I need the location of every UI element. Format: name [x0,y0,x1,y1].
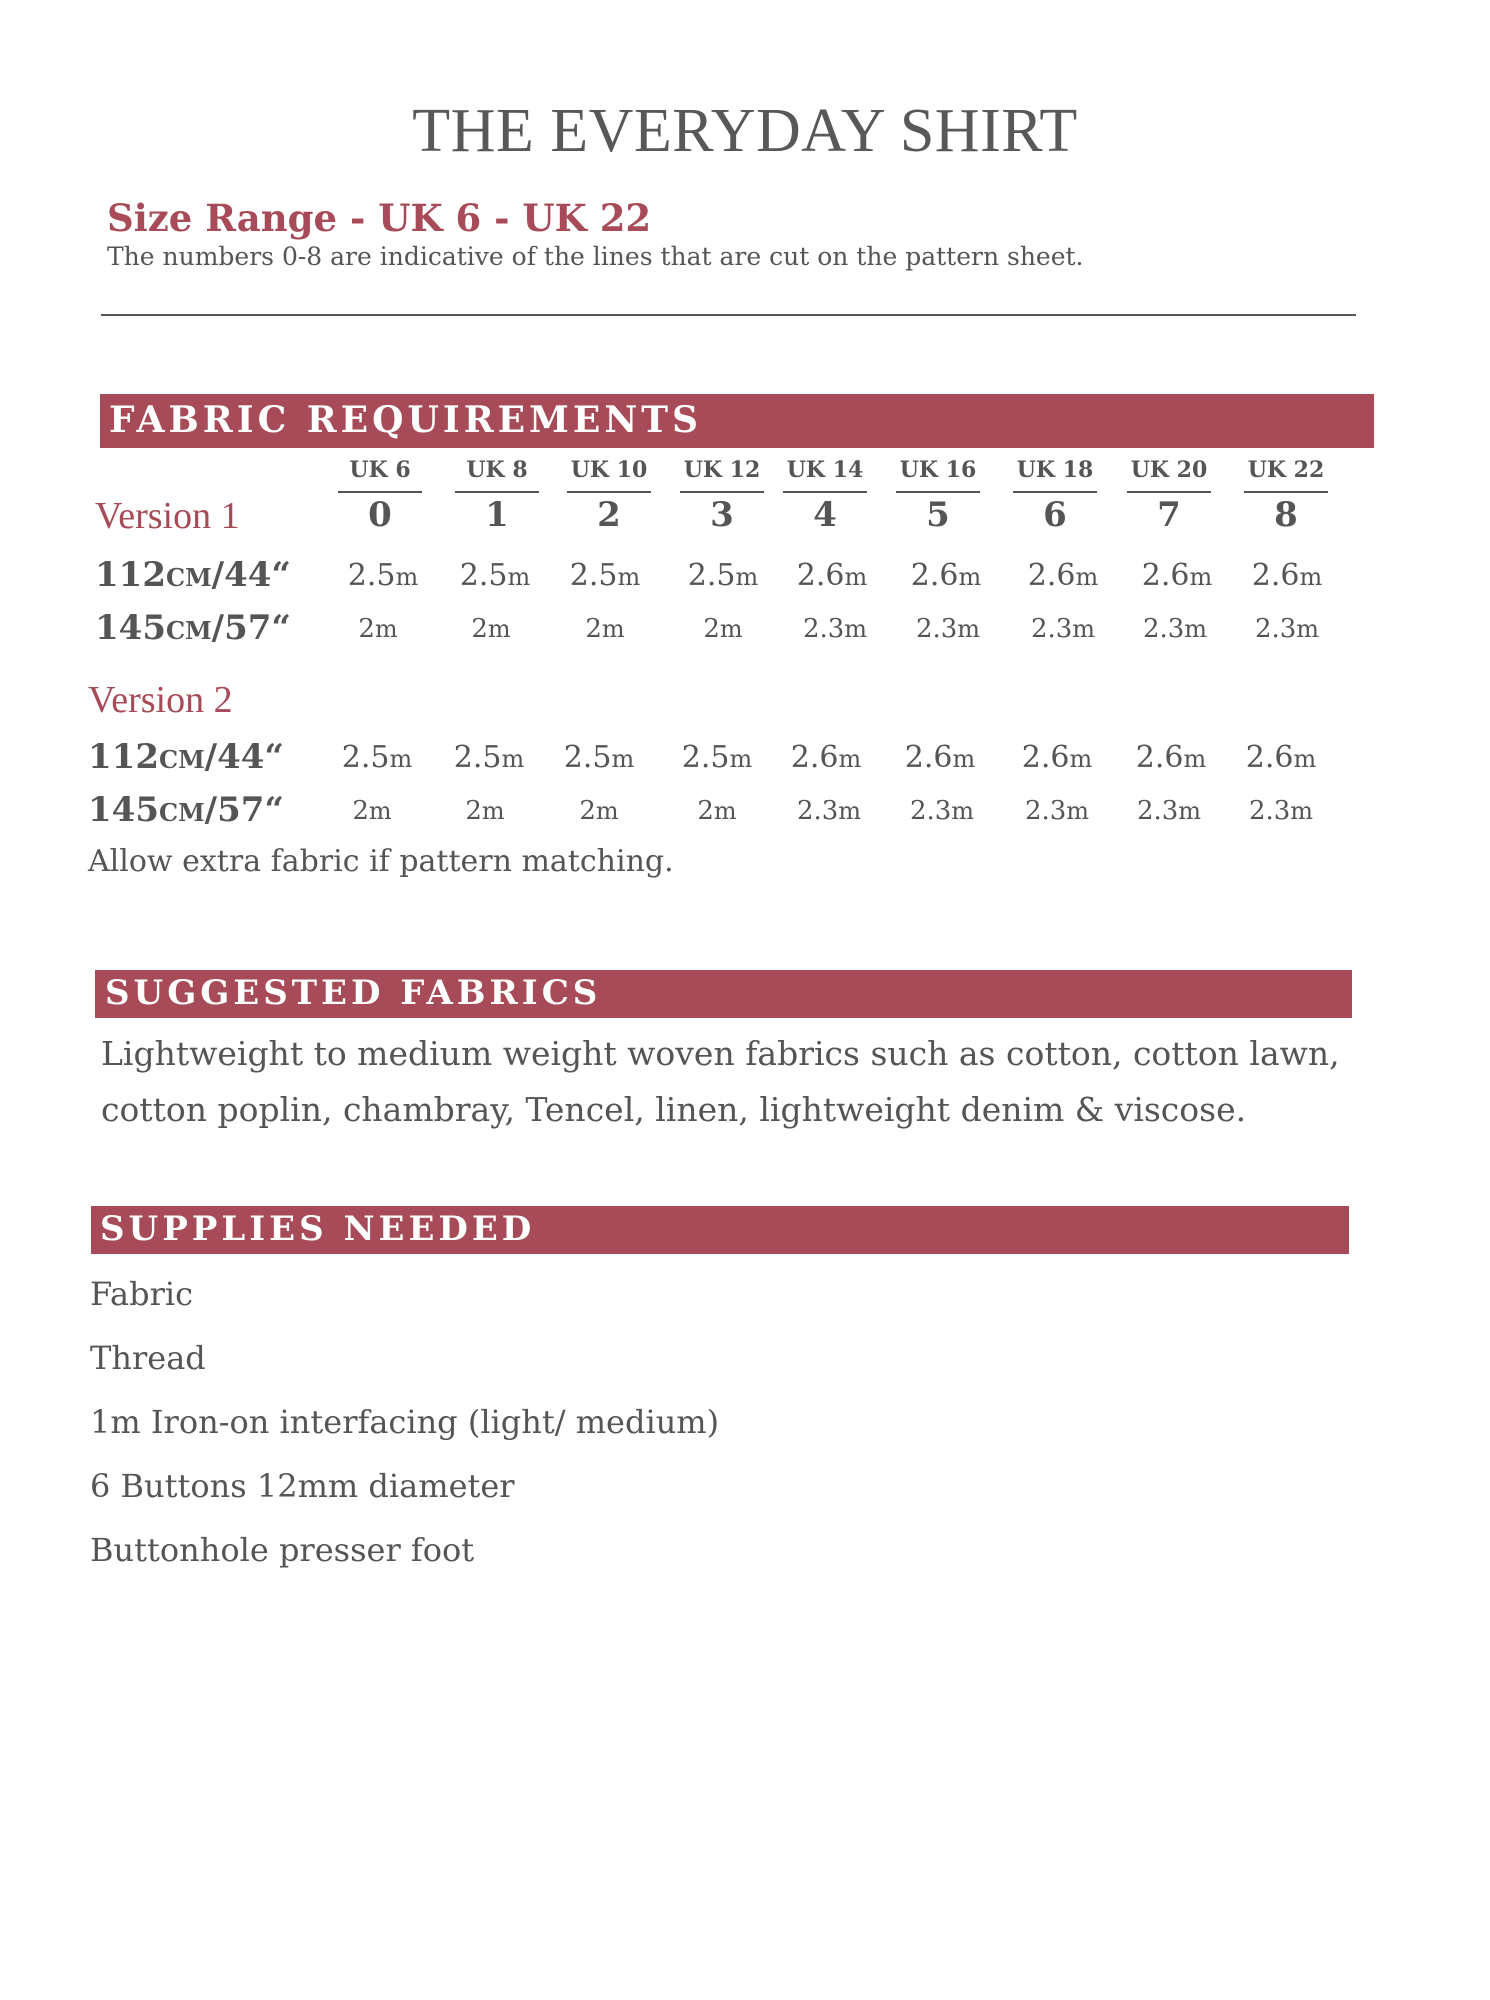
width-label-112 [88,737,284,777]
fabric-value: 2.5m [453,740,525,775]
width-number: 112 [88,737,159,777]
size-column-0 [338,457,422,535]
width-label-112 [95,555,291,595]
size-column-7 [1127,457,1211,535]
size-uk-label: UK 14 [783,457,867,493]
fabric-value: 2m [579,796,619,826]
size-column-8 [1244,457,1328,535]
size-range-heading: Size Range - UK 6 - UK 22 [107,196,652,240]
size-line-number: 2 [597,495,621,535]
fabric-value: 2.5m [563,740,635,775]
size-line-number: 6 [1043,495,1067,535]
size-line-number: 0 [368,495,392,535]
fabric-value: 2.3m [1142,614,1208,644]
size-uk-label: UK 20 [1127,457,1211,493]
supplies-needed-heading: SUPPLIES NEEDED [91,1206,1349,1254]
version-2-label: Version 2 [88,679,233,721]
width-label-145 [88,790,284,830]
supply-item: 1m Iron-on interfacing (light/ medium) [90,1403,720,1441]
width-number: 145 [95,608,166,648]
fabric-value: 2.6m [1027,558,1099,593]
width-unit: CM [165,563,212,592]
fabric-value: 2.3m [915,614,981,644]
size-uk-label: UK 16 [896,457,980,493]
width-number: 112 [95,555,166,595]
size-column-5 [896,457,980,535]
width-unit: CM [158,798,205,827]
size-uk-label: UK 6 [338,457,422,493]
suggested-fabrics-heading: SUGGESTED FABRICS [95,970,1352,1018]
fabric-value: 2m [352,796,392,826]
fabric-value: 2.6m [1141,558,1213,593]
fabric-value: 2.3m [1248,796,1314,826]
fabric-value: 2.6m [910,558,982,593]
width-number: 145 [88,790,159,830]
width-inches: /57“ [204,790,284,830]
divider-rule [101,314,1356,316]
width-unit: CM [165,616,212,645]
fabric-value: 2.5m [687,558,759,593]
fabric-value: 2.5m [347,558,419,593]
fabric-value: 2.5m [459,558,531,593]
size-line-number: 4 [813,495,837,535]
size-column-2 [567,457,651,535]
width-inches: /44“ [204,737,284,777]
size-uk-label: UK 8 [455,457,539,493]
fabric-value: 2.3m [796,796,862,826]
size-uk-label: UK 12 [680,457,764,493]
fabric-value: 2m [471,614,511,644]
fabric-value: 2m [585,614,625,644]
suggested-fabrics-line: Lightweight to medium weight woven fabrics such as cotton, cotton lawn, [101,1034,1340,1073]
fabric-value: 2m [358,614,398,644]
fabric-value: 2.5m [569,558,641,593]
size-line-number: 7 [1157,495,1181,535]
version-1-label: Version 1 [95,495,240,537]
width-inches: /44“ [211,555,291,595]
size-line-number: 3 [710,495,734,535]
size-column-6 [1013,457,1097,535]
fabric-value: 2m [465,796,505,826]
size-uk-label: UK 10 [567,457,651,493]
supply-item: 6 Buttons 12mm diameter [90,1467,515,1505]
size-note: The numbers 0-8 are indicative of the lines that are cut on the pattern sheet. [107,242,1084,271]
fabric-value: 2.3m [1136,796,1202,826]
width-label-145 [95,608,291,648]
size-column-3 [680,457,764,535]
suggested-fabrics-text [101,1026,1401,1138]
supply-item: Thread [90,1339,206,1377]
fabric-value: 2.3m [802,614,868,644]
fabric-requirements-heading: FABRIC REQUIREMENTS [100,394,1374,448]
fabric-value: 2.6m [796,558,868,593]
fabric-value: 2m [703,614,743,644]
fabric-value: 2.6m [790,740,862,775]
width-inches: /57“ [211,608,291,648]
page-title: THE EVERYDAY SHIRT [412,97,1078,165]
width-unit: CM [158,745,205,774]
supply-item: Fabric [90,1275,194,1313]
size-uk-label: UK 22 [1244,457,1328,493]
fabric-value: 2.6m [1135,740,1207,775]
fabric-value: 2.3m [1030,614,1096,644]
pattern-matching-note: Allow extra fabric if pattern matching. [88,844,674,879]
fabric-value: 2m [697,796,737,826]
size-line-number: 1 [485,495,509,535]
fabric-value: 2.5m [341,740,413,775]
size-line-number: 8 [1274,495,1298,535]
fabric-value: 2.6m [904,740,976,775]
size-uk-label: UK 18 [1013,457,1097,493]
fabric-value: 2.6m [1245,740,1317,775]
fabric-value: 2.6m [1021,740,1093,775]
size-column-4 [783,457,867,535]
size-column-1 [455,457,539,535]
supply-item: Buttonhole presser foot [90,1531,475,1569]
fabric-value: 2.6m [1251,558,1323,593]
size-line-number: 5 [926,495,950,535]
suggested-fabrics-line: cotton poplin, chambray, Tencel, linen, lightweight denim & viscose. [101,1090,1247,1129]
fabric-value: 2.3m [1024,796,1090,826]
fabric-value: 2.3m [909,796,975,826]
fabric-value: 2.5m [681,740,753,775]
fabric-value: 2.3m [1254,614,1320,644]
